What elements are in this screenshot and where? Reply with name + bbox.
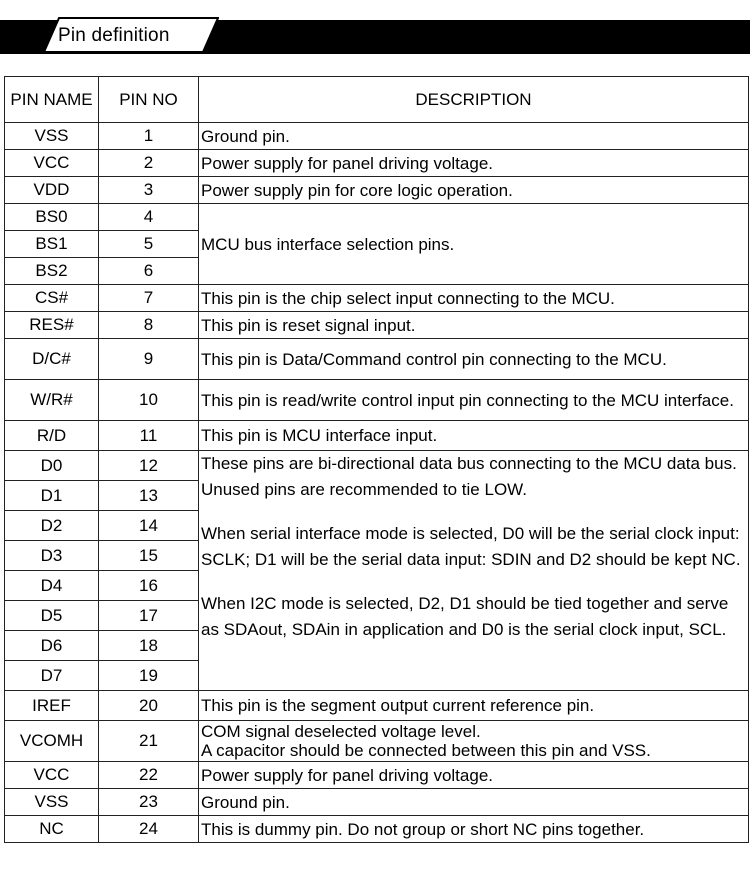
- pin-no-cell: 19: [99, 661, 199, 691]
- pin-no-cell: 17: [99, 601, 199, 631]
- description-cell: This pin is reset signal input.: [199, 312, 749, 339]
- pin-no-cell: 5: [99, 231, 199, 258]
- description-cell: [199, 721, 749, 762]
- description-cell: This pin is the segment output current reference pin.: [199, 691, 749, 721]
- pin-no-cell: 16: [99, 571, 199, 601]
- table-row: [5, 312, 749, 339]
- table-row: [5, 691, 749, 721]
- pin-no-cell: 22: [99, 762, 199, 789]
- description-cell: Ground pin.: [199, 123, 749, 150]
- pin-no-cell: 1: [99, 123, 199, 150]
- pin-no-cell: 23: [99, 789, 199, 816]
- table-row: [5, 150, 749, 177]
- pin-name-cell: D2: [5, 511, 99, 541]
- table-header-row: [5, 77, 749, 123]
- description-cell: This pin is MCU interface input.: [199, 421, 749, 451]
- pin-no-cell: 18: [99, 631, 199, 661]
- pin-no-cell: 14: [99, 511, 199, 541]
- pin-name-cell: D4: [5, 571, 99, 601]
- column-header-pin-no: PIN NO: [99, 77, 199, 123]
- pin-no-cell: 4: [99, 204, 199, 231]
- description-line: COM signal deselected voltage level.: [201, 722, 481, 741]
- pin-no-cell: 12: [99, 451, 199, 481]
- pin-name-cell: BS1: [5, 231, 99, 258]
- table-row: [5, 451, 749, 481]
- table-row: [5, 721, 749, 762]
- pin-no-cell: 3: [99, 177, 199, 204]
- pin-name-cell: VCC: [5, 762, 99, 789]
- column-header-description: DESCRIPTION: [199, 77, 749, 123]
- description-cell: Power supply for panel driving voltage.: [199, 762, 749, 789]
- pin-name-cell: R/D: [5, 421, 99, 451]
- pin-no-cell: 8: [99, 312, 199, 339]
- table-row: [5, 339, 749, 380]
- pin-name-cell: NC: [5, 816, 99, 843]
- pin-name-cell: RES#: [5, 312, 99, 339]
- data-bus-desc-paragraph: When serial interface mode is selected, D0 will be the serial clock input: SCLK; D1 will be the serial data input: SDIN and D2 should be kept NC.: [201, 524, 741, 569]
- table-row: [5, 204, 749, 231]
- pin-name-cell: VSS: [5, 123, 99, 150]
- pin-name-cell: D0: [5, 451, 99, 481]
- description-cell: This pin is read/write control input pin connecting to the MCU interface.: [199, 380, 749, 421]
- table-row: [5, 762, 749, 789]
- description-cell: This pin is Data/Command control pin connecting to the MCU.: [199, 339, 749, 380]
- description-line: A capacitor should be connected between this pin and VSS.: [201, 741, 651, 760]
- table-row: [5, 123, 749, 150]
- pin-no-cell: 15: [99, 541, 199, 571]
- pin-name-cell: BS2: [5, 258, 99, 285]
- pin-no-cell: 6: [99, 258, 199, 285]
- section-title: Pin definition: [58, 25, 170, 46]
- pin-name-cell: BS0: [5, 204, 99, 231]
- pin-definition-table: [4, 76, 749, 843]
- pin-name-cell: VCOMH: [5, 721, 99, 762]
- description-cell: Ground pin.: [199, 789, 749, 816]
- data-bus-desc-paragraph: These pins are bi-directional data bus connecting to the MCU data bus. Unused pins are recommended to tie LOW.: [201, 454, 737, 499]
- table-row: [5, 789, 749, 816]
- description-cell: This pin is the chip select input connecting to the MCU.: [199, 285, 749, 312]
- bus-select-description-cell: MCU bus interface selection pins.: [199, 204, 749, 285]
- column-header-pin-name: PIN NAME: [5, 77, 99, 123]
- pin-no-cell: 20: [99, 691, 199, 721]
- pin-name-cell: D7: [5, 661, 99, 691]
- pin-no-cell: 11: [99, 421, 199, 451]
- description-cell: Power supply pin for core logic operation.: [199, 177, 749, 204]
- pin-no-cell: 7: [99, 285, 199, 312]
- pin-name-cell: D3: [5, 541, 99, 571]
- pin-no-cell: 24: [99, 816, 199, 843]
- pin-name-cell: D5: [5, 601, 99, 631]
- pin-name-cell: D1: [5, 481, 99, 511]
- pin-name-cell: VDD: [5, 177, 99, 204]
- table-row: [5, 421, 749, 451]
- pin-name-cell: CS#: [5, 285, 99, 312]
- table-row: [5, 816, 749, 843]
- table-row: [5, 177, 749, 204]
- pin-name-cell: D/C#: [5, 339, 99, 380]
- description-cell: Power supply for panel driving voltage.: [199, 150, 749, 177]
- pin-name-cell: VCC: [5, 150, 99, 177]
- pin-name-cell: D6: [5, 631, 99, 661]
- data-bus-description-cell: [199, 451, 749, 691]
- pin-no-cell: 2: [99, 150, 199, 177]
- pin-name-cell: W/R#: [5, 380, 99, 421]
- pin-name-cell: VSS: [5, 789, 99, 816]
- description-cell: This is dummy pin. Do not group or short NC pins together.: [199, 816, 749, 843]
- pin-no-cell: 9: [99, 339, 199, 380]
- pin-name-cell: IREF: [5, 691, 99, 721]
- table-row: [5, 380, 749, 421]
- table-row: [5, 285, 749, 312]
- pin-no-cell: 21: [99, 721, 199, 762]
- pin-no-cell: 13: [99, 481, 199, 511]
- data-bus-desc-paragraph: When I2C mode is selected, D2, D1 should be tied together and serve as SDAout, SDAin in application and D0 is the serial clock input, SCL.: [201, 594, 729, 639]
- pin-no-cell: 10: [99, 380, 199, 421]
